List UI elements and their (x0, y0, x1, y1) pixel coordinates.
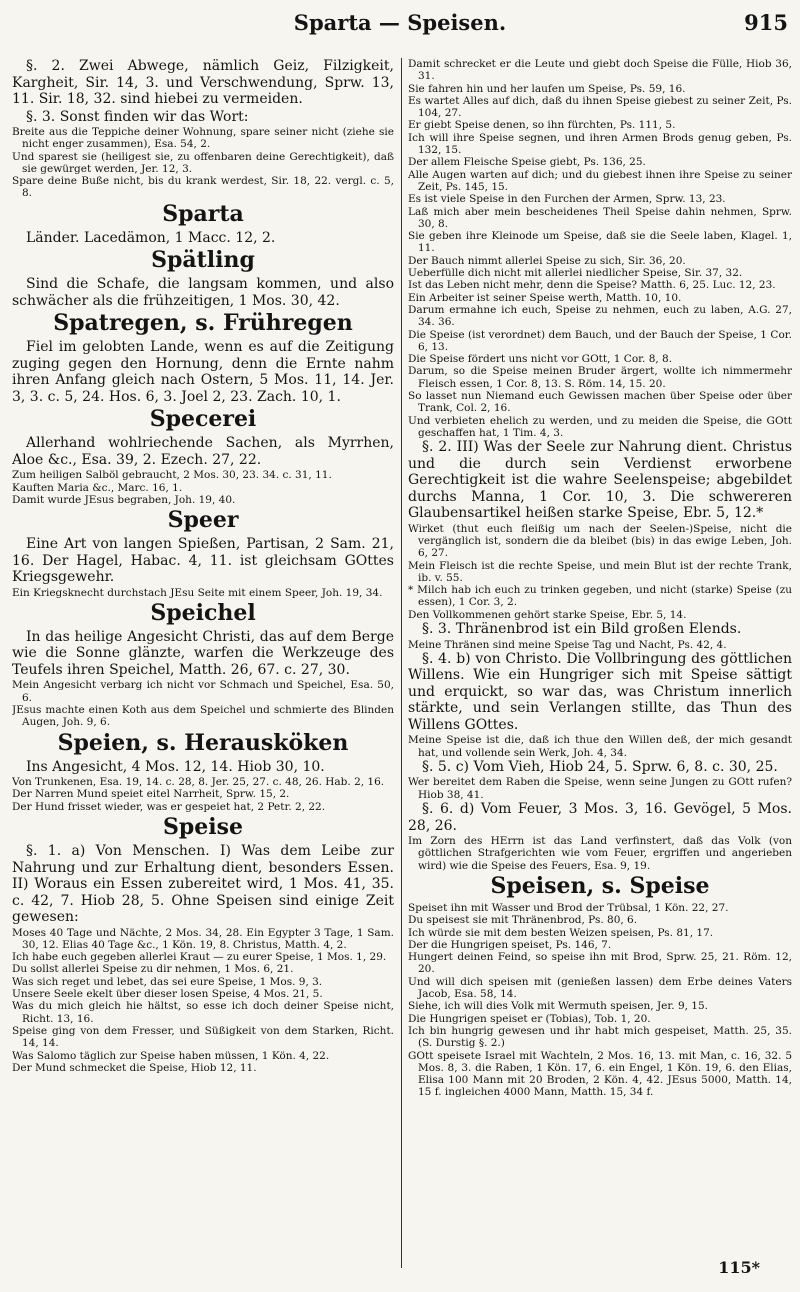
scripture-citation: Speiset ihn mit Wasser und Brod der Trübsal, 1 Kön. 22, 27. (408, 901, 729, 914)
entry-heading: Spätling (151, 247, 255, 274)
scripture-citation: Und verbieten ehelich zu werden, und zu meiden die Speise, die GOtt geschaffen hat, 1 Tim. 4, 3. (408, 414, 792, 439)
entry-heading: Speien, s. Herausköken (57, 729, 349, 756)
scripture-citation: * Milch hab ich euch zu trinken gegeben, und nicht (starke) Speise (zu essen), 1 Cor. 3, 2. (408, 584, 792, 609)
scripture-citation: Meine Speise ist die, daß ich thue den Willen deß, der mich gesandt hat, und vollende sein Werk, Joh. 4, 34. (408, 734, 792, 759)
scripture-citation: Es ist viele Speise in den Furchen der Armen, Sprw. 13, 23. (408, 193, 726, 206)
entry-heading: Speichel (150, 599, 256, 626)
scripture-citation: Du sollst allerlei Speise zu dir nehmen, 1 Mos. 6, 21. (12, 963, 294, 976)
scripture-citation: Er giebt Speise denen, so ihn fürchten, Ps. 111, 5. (408, 119, 676, 132)
body-paragraph: In das heilige Angesicht Christi, das auf dem Berge wie die Sonne glänzte, warfen die Werkzeuge des Teufels ihren Speichel, Matth. 26, 67. c. 27, 30. (12, 628, 394, 678)
scripture-citation: Die Hungrigen speiset er (Tobias), Tob. 1, 20. (408, 1012, 651, 1025)
scripture-citation: Mein Fleisch ist die rechte Speise, und mein Blut ist der rechte Trank, ib. v. 55. (408, 559, 792, 584)
scripture-citation: Damit wurde JEsus begraben, Joh. 19, 40. (12, 493, 236, 506)
scripture-citation: Der Bauch nimmt allerlei Speise zu sich, Sir. 36, 20. (408, 254, 686, 267)
scripture-citation: Alle Augen warten auf dich; und du giebest ihnen ihre Speise zu seiner Zeit, Ps. 145, 15. (408, 168, 792, 193)
scripture-citation: Der Hund frisset wieder, was er gespeiet hat, 2 Petr. 2, 22. (12, 800, 326, 813)
body-paragraph: Sind die Schafe, die langsam kommen, und also schwächer als die frühzeitigen, 1 Mos. 30, 42. (12, 276, 394, 309)
scripture-citation: Unsere Seele ekelt über dieser losen Speise, 4 Mos. 21, 5. (12, 988, 323, 1001)
scripture-citation: Siehe, ich will dies Volk mit Wermuth speisen, Jer. 9, 15. (408, 1000, 708, 1013)
scripture-citation: Ich will ihre Speise segnen, und ihren Armen Brods genug geben, Ps. 132, 15. (408, 131, 792, 157)
entry-heading: Speisen, s. Speise (490, 872, 710, 899)
scripture-citation: Sie fahren hin und her laufen um Speise, Ps. 59, 16. (408, 82, 686, 95)
scripture-citation: Moses 40 Tage und Nächte, 2 Mos. 34, 28. Ein Egypter 3 Tage, 1 Sam. 30, 12. Elias 40 Tage &c., 1 Kön. 19, 8. Christus, Matth. 4, 2. (12, 926, 394, 951)
entry-heading: Specerei (149, 406, 257, 433)
body-paragraph: Fiel im gelobten Lande, wenn es auf die Zeitigung zuging gegen den Hornung, denn die Ernte nahm ihren Anfang gleich nach Ostern, 5 Mos. 11, 14. Jer. 3, 3. c. 5, 24. Hos. 6, 3. Joel 2, 23. Zach. 10, 1. (12, 339, 394, 405)
scripture-citation: Ein Arbeiter ist seiner Speise werth, Matth. 10, 10. (408, 291, 682, 304)
body-paragraph: §. 6. d) Vom Feuer, 3 Mos. 3, 16. Gevögel, 5 Mos. 28, 26. (408, 801, 792, 834)
left-column (12, 58, 394, 1282)
scripture-citation: Kauften Maria &c., Marc. 16, 1. (12, 481, 183, 494)
scripture-citation: Speise ging von dem Fresser, und Süßigkeit von dem Starken, Richt. 14, 14. (12, 1024, 394, 1050)
entry-heading: Sparta (162, 200, 244, 227)
scripture-citation: Ich würde sie mit dem besten Weizen speisen, Ps. 81, 17. (408, 926, 714, 939)
page-header-title: Sparta — Speisen. (293, 10, 507, 35)
scripture-citation: GOtt speisete Israel mit Wachteln, 2 Mos. 16, 13. mit Man, c. 16, 32. 5 Mos. 8, 3. die Raben, 1 Kön. 17, 6. ein Engel, 1 Kön. 19, 6. den Elias, Elisa 100 Mann mit 20 Broden, 2 Kön. 4, 42. JEsus 5000, Matth. 14, 15 f. ingleichen 4000 Mann, Matth. 15, 34 f. (408, 1049, 792, 1099)
scripture-citation: Wirket (thut euch fleißig um nach der Seelen-)Speise, nicht die vergänglich ist, sondern die da bleibet (bis) in das ewige Leben, Joh. 6, 27. (408, 522, 792, 560)
scripture-citation: Von Trunkenen, Esa. 19, 14. c. 28, 8. Jer. 25, 27. c. 48, 26. Hab. 2, 16. (12, 776, 385, 789)
running-header (0, 8, 800, 42)
scripture-citation: Was du mich gleich hie hältst, so esse ich doch deiner Speise nicht, Richt. 13, 16. (12, 1000, 394, 1025)
scripture-citation: Hungert deinen Feind, so speise ihn mit Brod, Sprw. 25, 21. Röm. 12, 20. (408, 951, 792, 976)
scripture-citation: Und sparest sie (heiligest sie, zu offenbaren deine Gerechtigkeit), daß sie gewürget werden, Jer. 12, 3. (12, 150, 394, 175)
scripture-citation: Die Speise fördert uns nicht vor GOtt, 1 Cor. 8, 8. (408, 353, 673, 366)
body-paragraph: §. 2. III) Was der Seele zur Nahrung dient. Christus und die durch sein Verdienst erworbene Gerechtigkeit ist die wahre Seelenspeise; abgebildet durchs Manna, 1 Cor. 10, 3. Die schwereren Glaubensartikel heißen starke Speise, Ebr. 5, 12.* (408, 439, 792, 522)
body-paragraph: §. 2. Zwei Abwege, nämlich Geiz, Filzigkeit, Kargheit, Sir. 14, 3. und Verschwendung, Sprw. 13, 11. Sir. 18, 32. sind hiebei zu vermeiden. (12, 58, 394, 107)
body-paragraph: Eine Art von langen Spießen, Partisan, 2 Sam. 21, 16. Der Hagel, Habac. 4, 11. ist gleichsam GOttes Kriegsgewehr. (12, 536, 394, 586)
scripture-citation: Im Zorn des HErrn ist das Land verfinstert, daß das Volk (von göttlichen Strafgerichten wie vom Feuer, ergriffen und angerieben wird) wie die Speise des Feuers, Esa. 9, 19. (408, 835, 792, 872)
scripture-citation: Und will dich speisen mit (genießen lassen) dem Erbe deines Vaters Jacob, Esa. 58, 14. (408, 975, 792, 1001)
body-paragraph: Allerhand wohlriechende Sachen, als Myrrhen, Aloe &c., Esa. 39, 2. Ezech. 27, 22. (12, 435, 394, 468)
body-paragraph: §. 3. Thränenbrod ist ein Bild großen Elends. (422, 621, 742, 638)
scripture-citation: Was Salomo täglich zur Speise haben müssen, 1 Kön. 4, 22. (12, 1049, 330, 1062)
scripture-citation: Der Mund schmecket die Speise, Hiob 12, 11. (12, 1061, 257, 1074)
column-divider (401, 58, 402, 1268)
scripture-citation: Die Speise (ist verordnet) dem Bauch, und der Bauch der Speise, 1 Cor. 6, 13. (408, 328, 792, 353)
scripture-citation: Ich habe euch gegeben allerlei Kraut — zu eurer Speise, 1 Mos. 1, 29. (12, 951, 387, 964)
entry-heading: Spatregen, s. Frühregen (53, 310, 353, 337)
body-paragraph: §. 3. Sonst finden wir das Wort: (26, 108, 249, 125)
scripture-citation: JEsus machte einen Koth aus dem Speichel und schmierte des Blinden Augen, Joh. 9, 6. (12, 704, 394, 729)
right-column (408, 58, 792, 1282)
entry-heading: Speise (162, 814, 243, 841)
body-paragraph: Länder. Lacedämon, 1 Macc. 12, 2. (26, 229, 276, 246)
scripture-citation: Wer bereitet dem Raben die Speise, wenn seine Jungen zu GOtt rufen? Hiob 38, 41. (408, 776, 792, 801)
body-paragraph: §. 5. c) Vom Vieh, Hiob 24, 5. Sprw. 6, 8. c. 30, 25. (422, 758, 778, 775)
scripture-citation: Spare deine Buße nicht, bis du krank werdest, Sir. 18, 22. vergl. c. 5, 8. (12, 175, 394, 200)
body-paragraph: Ins Angesicht, 4 Mos. 12, 14. Hiob 30, 10. (26, 758, 325, 775)
entry-heading: Speer (167, 507, 239, 534)
scripture-citation: Der Narren Mund speiet eitel Narrheit, Sprw. 15, 2. (12, 788, 290, 801)
scripture-citation: Der die Hungrigen speiset, Ps. 146, 7. (408, 938, 612, 951)
scripture-citation: Sie geben ihre Kleinode um Speise, daß sie die Seele laben, Klagel. 1, 11. (408, 230, 792, 255)
scripture-citation: Ueberfülle dich nicht mit allerlei niedlicher Speise, Sir. 37, 32. (408, 267, 743, 280)
scripture-citation: Darum, so die Speise meinen Bruder ärgert, wollte ich nimmermehr Fleisch essen, 1 Cor. 8, 13. S. Röm. 14, 15. 20. (408, 365, 792, 390)
scripture-citation: Ist das Leben nicht mehr, denn die Speise? Matth. 6, 25. Luc. 12, 23. (408, 279, 776, 292)
scripture-citation: Du speisest sie mit Thränenbrod, Ps. 80, 6. (408, 914, 638, 927)
scripture-citation: Darum ermahne ich euch, Speise zu nehmen, euch zu laben, A.G. 27, 34. 36. (408, 303, 792, 329)
body-paragraph: §. 1. a) Von Menschen. I) Was dem Leibe zur Nahrung und zur Erhaltung dient, besonders Essen. II) Woraus ein Essen zubereitet wird, 1 Mos. 41, 35. c. 42, 7. Hiob 28, 5. Ohne Speisen sind einige Zeit gewesen: (12, 843, 394, 926)
scripture-citation: Meine Thränen sind meine Speise Tag und Nacht, Ps. 42, 4. (408, 638, 727, 651)
scripture-citation: Ich bin hungrig gewesen und ihr habt mich gespeiset, Matth. 25, 35. (S. Durstig §. 2.) (408, 1024, 792, 1050)
scripture-citation: Den Vollkommenen gehört starke Speise, Ebr. 5, 14. (408, 608, 687, 621)
scripture-citation: Was sich reget und lebet, das sei eure Speise, 1 Mos. 9, 3. (12, 975, 323, 988)
scripture-citation: Damit schrecket er die Leute und giebt doch Speise die Fülle, Hiob 36, 31. (408, 58, 792, 83)
page-number: 915 (744, 10, 788, 35)
scripture-citation: Ein Kriegsknecht durchstach JEsu Seite mit einem Speer, Joh. 19, 34. (12, 586, 383, 599)
scripture-citation: Breite aus die Teppiche deiner Wohnung, spare seiner nicht (ziehe sie nicht enger zusammen), Esa. 54, 2. (12, 126, 394, 151)
scripture-citation: Es wartet Alles auf dich, daß du ihnen Speise giebest zu seiner Zeit, Ps. 104, 27. (408, 94, 792, 120)
scripture-citation: Laß mich aber mein bescheidenes Theil Speise dahin nehmen, Sprw. 30, 8. (408, 205, 792, 230)
scripture-citation: Mein Angesicht verbarg ich nicht vor Schmach und Speichel, Esa. 50, 6. (12, 679, 394, 704)
scripture-citation: So lasset nun Niemand euch Gewissen machen über Speise oder über Trank, Col. 2, 16. (408, 390, 792, 415)
signature-mark: 115* (718, 1258, 760, 1277)
scripture-citation: Der allem Fleische Speise giebt, Ps. 136, 25. (408, 156, 646, 169)
scripture-citation: Zum heiligen Salböl gebraucht, 2 Mos. 30, 23. 34. c. 31, 11. (12, 469, 332, 482)
body-paragraph: §. 4. b) von Christo. Die Vollbringung des göttlichen Willens. Wie ein Hungriger sich mit Speise sättigt und erquickt, so war das, was Christum innerlich stärkte, und sein Verlangen stillte, das Thun des Willens GOttes. (408, 650, 792, 733)
